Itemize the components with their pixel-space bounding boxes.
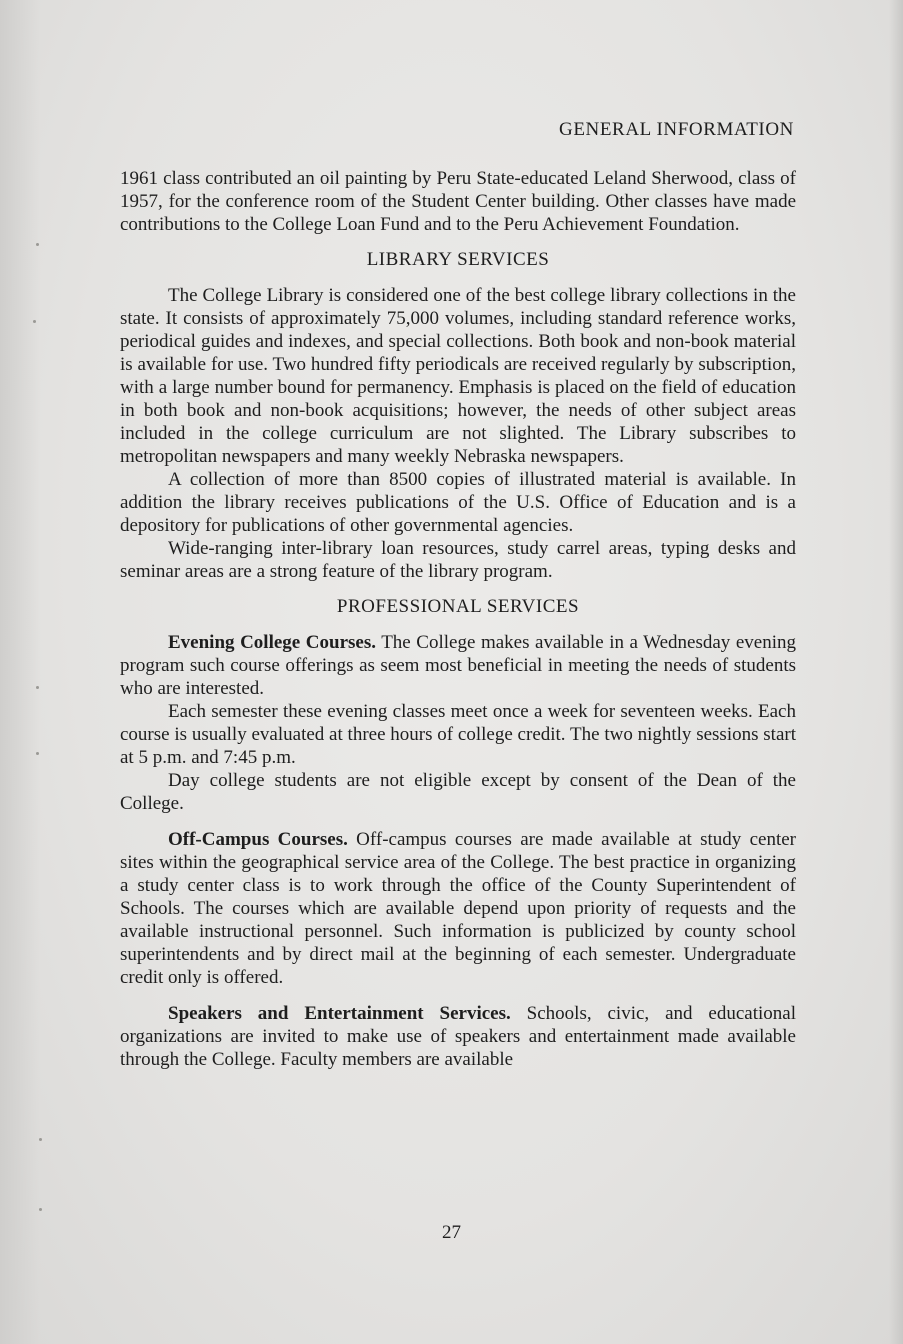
page-body [120, 167, 796, 1071]
professional-services-heading: PROFESSIONAL SERVICES [336, 596, 580, 617]
library-paragraph: A collection of more than 8500 copies of illustrated material is available. In addition the library receives publications of the U.S. Office of Education and is a depository for publications of other governmental agencies. [120, 469, 796, 536]
page-number: 27 [442, 1222, 461, 1243]
speakers-lead: Speakers and Entertainment Services. [168, 1003, 511, 1024]
paper-speck [39, 1208, 42, 1211]
library-paragraph: Wide-ranging inter-library loan resources, study carrel areas, typing desks and seminar areas are a strong feature of the library program. [120, 538, 796, 582]
paper-speck [36, 752, 39, 755]
off-campus-lead: Off-Campus Courses. [168, 829, 348, 850]
off-campus-text: Off-campus courses are made available at study center sites within the geographical service area of the College. The best practice in organizing a study center class is to work through the office of the County Superintendent of Schools. The courses which are available depend upon priority of requests and the available instructional personnel. Such information is publicized by county school superintendents and by direct mail at the beginning of each semester. Undergraduate credit only is offered. [120, 829, 797, 988]
running-head: GENERAL INFORMATION [559, 119, 794, 140]
speakers-text: Schools, civic, and educational organizations are invited to make use of speakers and entertainment made available through the College. Faculty members are available [120, 1003, 796, 1070]
library-services-heading: LIBRARY SERVICES [366, 249, 550, 270]
evening-courses-paragraph: Day college students are not eligible except by consent of the Dean of the College. [120, 770, 796, 814]
evening-courses-paragraph: Each semester these evening classes meet once a week for seventeen weeks. Each course is usually evaluated at three hours of college credit. The two nightly sessions start at 5 p.m. and 7:45 p.m. [120, 701, 796, 768]
paper-speck [36, 243, 39, 246]
off-campus-paragraph [120, 828, 796, 989]
paper-speck [36, 686, 39, 689]
library-paragraph: The College Library is considered one of the best college library collections in the state. It consists of approximately 75,000 volumes, including standard reference works, periodical guides and indexes, and special collections. Both book and non-book material is available for use. Two hundred fifty periodicals are received regularly by subscription, with a large number bound for permanency. Emphasis is placed on the field of education in both book and non-book acquisitions; however, the needs of other subject areas included in the college curriculum are not slighted. The Library subscribes to metropolitan newspapers and many weekly Nebraska newspapers. [120, 285, 796, 467]
paper-speck [33, 320, 36, 323]
speakers-paragraph [120, 1002, 796, 1071]
paper-speck [39, 1138, 42, 1141]
continuation-paragraph: 1961 class contributed an oil painting by Peru State-educated Leland Sherwood, class of 1957, for the conference room of the Student Center building. Other classes have made contributions to the College Loan Fund and to the Peru Achievement Foundation. [120, 168, 796, 235]
evening-courses-text: The College makes available in a Wednesday evening program such course offerings as seem most beneficial in meeting the needs of students who are interested. [120, 632, 796, 699]
evening-courses-lead: Evening College Courses. [168, 632, 376, 653]
evening-courses-paragraph [120, 631, 796, 700]
